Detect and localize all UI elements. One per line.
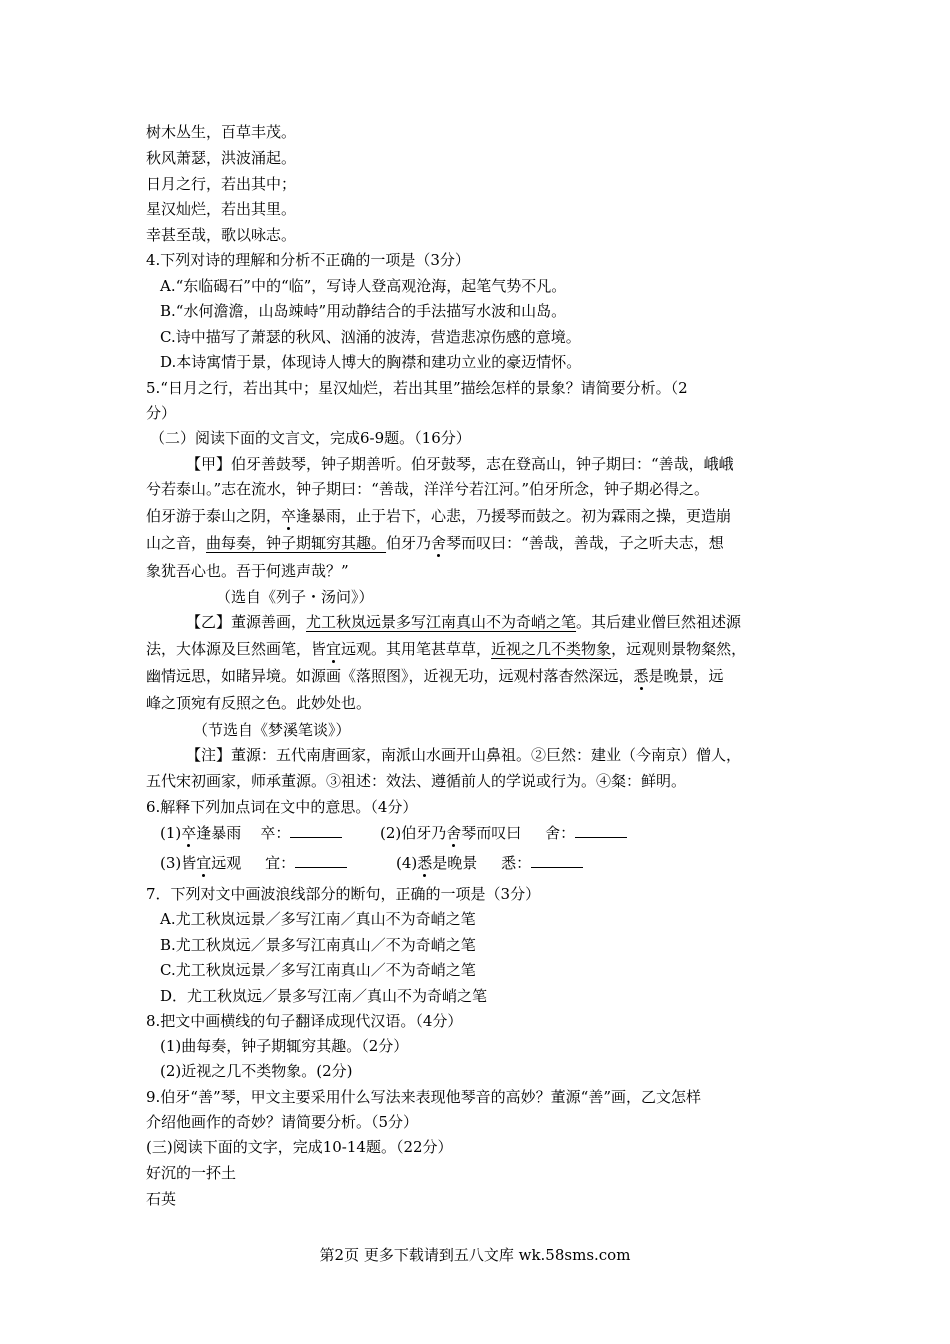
text-span: 悉： xyxy=(501,854,532,872)
poem-line: 树木丛生，百草丰茂。 xyxy=(146,123,297,141)
text-span: 远观。其用笔甚草草， xyxy=(341,640,492,658)
question-7-option-a: A.尤工秋岚远景／多写江南／真山不为奇峭之笔 xyxy=(160,910,476,928)
text-span: 伯牙乃 xyxy=(386,534,432,552)
poem-line: 日月之行，若出其中； xyxy=(146,175,297,193)
text-span: 舍： xyxy=(545,824,576,842)
section-2-title: （二）阅读下面的文言文，完成6-9题。（16分） xyxy=(150,429,471,447)
passage-jia-line: 象犹吾心也。吾于何逃声哉？” xyxy=(146,562,349,580)
text-span: 幽情远思，如睹异境。如源画《落照图》，近视无功，远观村落杳然深远， xyxy=(146,667,634,685)
passage-jia-line xyxy=(146,506,731,526)
text-span: 是晚景，远 xyxy=(648,667,724,685)
text-span: 。其后建业僧巨然祖述源 xyxy=(576,613,742,631)
text-span: 【乙】董源善画， xyxy=(186,613,307,631)
dotted-word: 舍 xyxy=(446,824,462,842)
dotted-word: 卒 xyxy=(281,507,297,525)
answer-blank[interactable] xyxy=(575,823,627,838)
article-author: 石英 xyxy=(146,1190,177,1208)
text-span: (4) xyxy=(396,854,418,872)
page-footer: 第2页 更多下载请到五八文库 wk.58sms.com xyxy=(319,1246,631,1264)
text-span: 卒： xyxy=(260,824,291,842)
passage-jia-line: 【甲】伯牙善鼓琴，钟子期善听。伯牙鼓琴，志在登高山，钟子期曰：“善哉，峨峨 xyxy=(186,455,734,473)
question-7-stem: 7．下列对文中画波浪线部分的断句，正确的一项是（3分） xyxy=(146,885,541,903)
question-5-line1: 5.“日月之行，若出其中；星汉灿烂，若出其里”描绘怎样的景象？请简要分析。（2 xyxy=(146,379,688,397)
dotted-word: 卒 xyxy=(181,824,197,842)
question-7-option-c: C.尤工秋岚远景／多写江南真山／不为奇峭之笔 xyxy=(160,961,476,979)
poem-line: 星汉灿烂，若出其里。 xyxy=(146,200,297,218)
question-4-stem: 4.下列对诗的理解和分析不正确的一项是（3分） xyxy=(146,251,470,269)
text-span: ，远观则景物粲然， xyxy=(611,640,747,658)
answer-blank[interactable] xyxy=(531,853,583,868)
poem-line: 秋风萧瑟，洪波涌起。 xyxy=(146,149,297,167)
passage-yi-line: 峰之顶宛有反照之色。此妙处也。 xyxy=(146,694,372,712)
question-8-item-2: (2)近视之几不类物象。(2分) xyxy=(160,1062,353,1080)
passage-yi-line xyxy=(186,612,741,632)
passage-jia-line: 兮若泰山。”志在流水，钟子期曰：“善哉，洋洋兮若江河。”伯牙所念，钟子期必得之。 xyxy=(146,480,710,498)
underlined-sentence: 近视之几不类物象 xyxy=(491,640,612,658)
question-8-item-1: (1)曲每奏，钟子期辄穷其趣。（2分） xyxy=(160,1037,409,1055)
question-7-option-d: D．尤工秋岚远／景多写江南／真山不为奇峭之笔 xyxy=(160,987,488,1005)
text-span: 逢暴雨 xyxy=(196,824,242,842)
passage-yi-source: （节选自《梦溪笔谈》） xyxy=(193,721,351,739)
answer-blank[interactable] xyxy=(290,823,342,838)
text-span: 琴而叹曰：“善哉，善哉，子之听夫志，想 xyxy=(446,534,724,552)
text-span: 是晚景 xyxy=(432,854,478,872)
question-4-option-b: B.“水何澹澹，山岛竦峙”用动静结合的手法描写水波和山岛。 xyxy=(160,302,567,320)
passage-jia-source: （选自《列子・汤问》） xyxy=(216,588,374,606)
note-line: 【注】董源：五代南唐画家，南派山水画开山鼻祖。②巨然：建业（今南京）僧人， xyxy=(186,746,742,764)
question-6-item-1 xyxy=(160,823,342,843)
article-title: 好沉的一抔土 xyxy=(146,1164,237,1182)
question-6-item-4 xyxy=(396,853,583,873)
text-span: 山之音， xyxy=(146,534,207,552)
question-7-option-b: B.尤工秋岚远／景多写江南真山／不为奇峭之笔 xyxy=(160,936,476,954)
dotted-word: 悉 xyxy=(417,854,433,872)
question-4-option-d: D.本诗寓情于景，体现诗人博大的胸襟和建功立业的豪迈情怀。 xyxy=(160,353,582,371)
passage-yi-line xyxy=(146,666,724,686)
question-6-stem: 6.解释下列加点词在文中的意思。（4分） xyxy=(146,798,418,816)
poem-line: 幸甚至哉，歌以咏志。 xyxy=(146,226,297,244)
question-4-option-c: C.诗中描写了萧瑟的秋风、汹涌的波涛，营造悲凉伤感的意境。 xyxy=(160,328,581,346)
underlined-sentence: 曲每奏，钟子期辄穷其趣。 xyxy=(206,534,387,552)
text-span: 法，大体源及巨然画笔，皆 xyxy=(146,640,327,658)
note-line: 五代宋初画家，师承董源。③祖述：效法、遵循前人的学说或行为。④粲：鲜明。 xyxy=(146,772,687,790)
question-4-option-a: A.“东临碣石”中的“临”，写诗人登高观沧海，起笔气势不凡。 xyxy=(160,277,567,295)
text-span: (1) xyxy=(160,824,182,842)
text-span: (2)伯牙乃 xyxy=(380,824,447,842)
text-span: 宜： xyxy=(265,854,296,872)
dotted-word: 舍 xyxy=(431,534,447,552)
question-8-stem: 8.把文中画横线的句子翻译成现代汉语。（4分） xyxy=(146,1012,463,1030)
section-3-title: (三)阅读下面的文字，完成10-14题。（22分） xyxy=(146,1138,453,1156)
text-span: (3)皆 xyxy=(160,854,197,872)
passage-yi-line xyxy=(146,639,746,659)
answer-blank[interactable] xyxy=(295,853,347,868)
question-6-item-3 xyxy=(160,853,347,873)
text-span: 琴而叹曰 xyxy=(461,824,522,842)
dotted-word: 悉 xyxy=(633,667,649,685)
text-span: 远观 xyxy=(211,854,242,872)
dotted-word: 宜 xyxy=(326,640,342,658)
wavy-underlined-sentence: 尤工秋岚远景多写江南真山不为奇峭之笔 xyxy=(306,613,577,631)
question-9-line1: 9.伯牙“善”琴，甲文主要采用什么写法来表现他琴音的高妙？董源“善”画，乙文怎样 xyxy=(146,1088,701,1106)
text-span: 伯牙游于泰山之阴， xyxy=(146,507,282,525)
question-9-line2: 介绍他画作的奇妙？请简要分析。（5分） xyxy=(146,1113,419,1131)
question-6-item-2 xyxy=(380,823,627,843)
question-5-line2: 分） xyxy=(146,404,177,422)
passage-jia-line xyxy=(146,533,724,553)
text-span: 逢暴雨，止于岩下，心悲，乃援琴而鼓之。初为霖雨之操，更造崩 xyxy=(296,507,732,525)
dotted-word: 宜 xyxy=(196,854,212,872)
